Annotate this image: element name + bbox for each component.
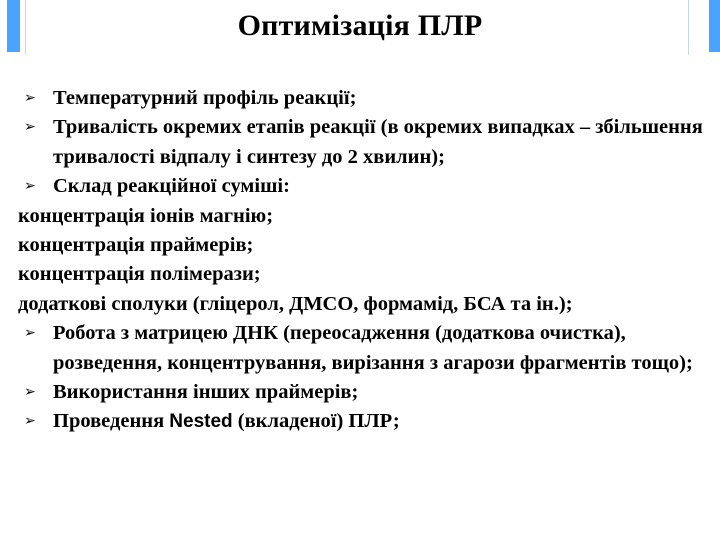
bullet-text: Тривалість окремих етапів реакції (в окремих випадках – збільшення тривалості відпалу і синтезу до 2 хвилин);	[53, 116, 703, 168]
bullet-item	[18, 84, 708, 113]
bullet-item	[18, 407, 708, 436]
slide-body	[18, 84, 708, 437]
list-line: концентрація іонів магнію;	[18, 204, 274, 227]
bullet-item	[18, 172, 708, 201]
arrow-bullet-icon: ➢	[24, 179, 36, 195]
arrow-bullet-icon: ➢	[24, 385, 36, 401]
bullet-text: Температурний профіль реакції;	[53, 87, 357, 109]
bullet-item	[18, 319, 708, 378]
arrow-bullet-icon: ➢	[24, 414, 36, 430]
bullet-text: Використання інших праймерів;	[53, 381, 359, 404]
arrow-bullet-icon: ➢	[24, 91, 36, 106]
list-line: концентрація праймерів;	[18, 234, 254, 257]
arrow-bullet-icon: ➢	[24, 120, 36, 136]
list-line: додаткові сполуки (гліцерол, ДМСО, формамід, БСА та ін.);	[18, 292, 573, 315]
list-line: концентрація полімерази;	[18, 263, 261, 286]
bullet-text-before: Проведення	[53, 410, 170, 433]
bullet-item	[18, 113, 708, 172]
bullet-text: Склад реакційної суміші:	[53, 175, 290, 198]
bullet-item	[18, 378, 708, 407]
bullet-text-after: (вкладеної) ПЛР;	[232, 410, 400, 433]
slide-title: Оптимізація ПЛР	[237, 9, 483, 42]
bullet-text-nested: Nested	[169, 411, 233, 433]
arrow-bullet-icon: ➢	[24, 326, 36, 342]
bullet-text: Робота з матрицею ДНК (переосадження (додаткова очистка), розведення, концентрування, вирізання з агарози фрагментів тощо);	[53, 322, 693, 374]
